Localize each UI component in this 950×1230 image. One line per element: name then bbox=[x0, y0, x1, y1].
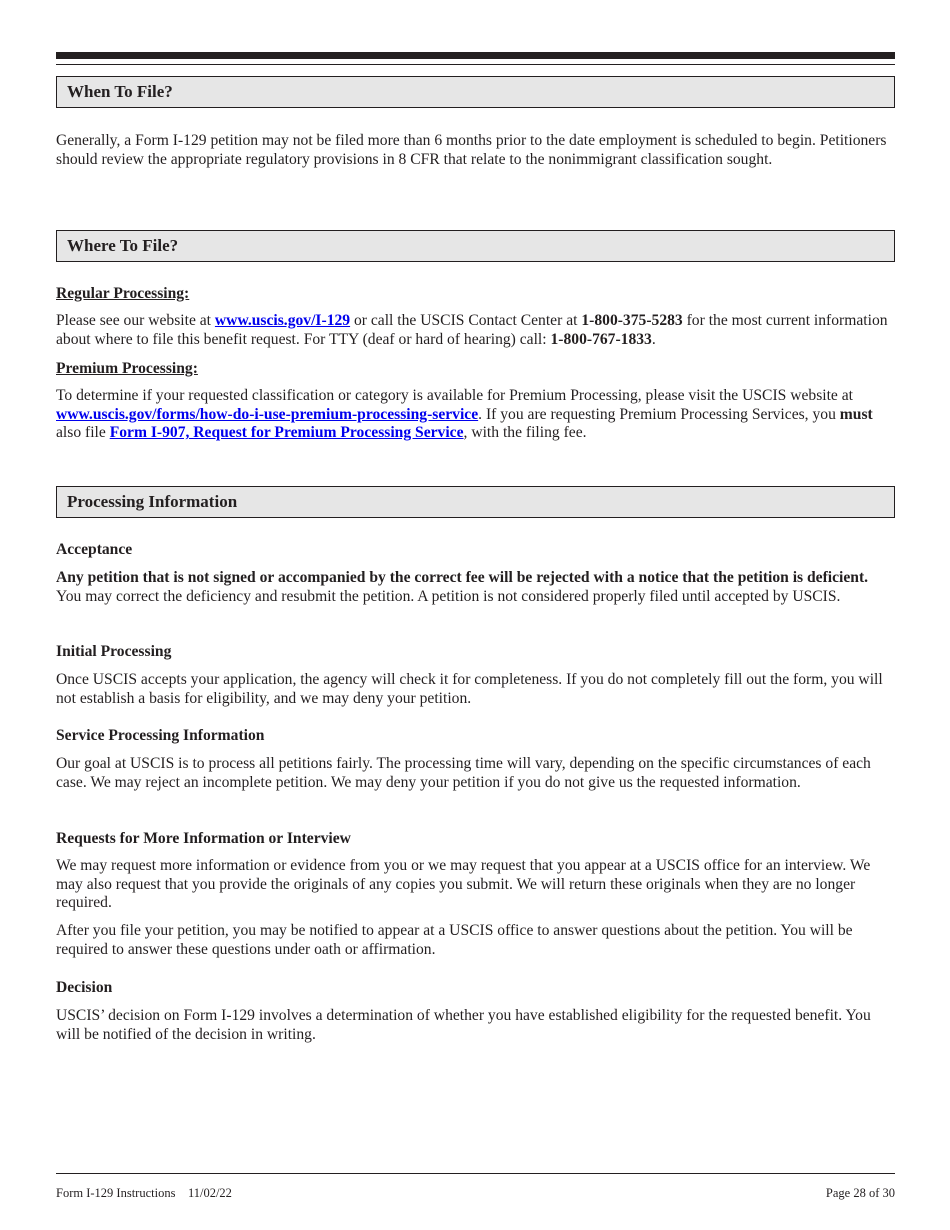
footer-rule bbox=[56, 1173, 895, 1174]
footer-date: 11/02/22 bbox=[187, 1186, 232, 1200]
premium-processing-heading: Premium Processing: bbox=[56, 360, 198, 377]
initial-processing-body: Once USCIS accepts your application, the agency will check it for completeness. If you do not completely fill out the form, you will not establish a basis for eligibility, and we may deny your petition. bbox=[56, 671, 883, 707]
form-i907-link[interactable]: Form I-907, Request for Premium Processing Service bbox=[109, 424, 464, 442]
uscis-i129-link[interactable]: www.uscis.gov/I-129 bbox=[214, 312, 351, 329]
decision-body: USCIS’ decision on Form I-129 involves a determination of whether you have established eligibility for the requested benefit. You will be notified of the decision in writing. bbox=[56, 1007, 871, 1043]
regular-processing-body: Please see our website at www.uscis.gov/I-129 or call the USCIS Contact Center at 1-800-375-5283 for the most current information about where to file this benefit request. For TTY (deaf or hard of hearing) call: 1-800-767-1833. bbox=[56, 312, 888, 348]
requests-heading: Requests for More Information or Interview bbox=[56, 830, 351, 847]
top-rule-thick bbox=[56, 52, 895, 59]
acceptance-body: Any petition that is not signed or accompanied by the correct fee will be rejected with a notice that the petition is deficient. You may correct the deficiency and resubmit the petition. A petition is not considered properly filed until accepted by USCIS. bbox=[56, 569, 869, 605]
section-title: Processing Information bbox=[67, 492, 238, 511]
requests-body-2: After you file your petition, you may be notified to appear at a USCIS office to answer questions about the petition. You will be required to answer these questions under oath or affirmation. bbox=[56, 922, 853, 958]
footer-page-number: Page 28 of 30 bbox=[825, 1186, 895, 1200]
section-header-where-to-file bbox=[56, 230, 895, 262]
tty-phone: 1-800-767-1833 bbox=[550, 330, 652, 348]
initial-processing-heading: Initial Processing bbox=[56, 643, 172, 660]
service-processing-heading: Service Processing Information bbox=[56, 727, 265, 744]
premium-processing-body: To determine if your requested classification or category is available for Premium Processing, please visit the USCIS website at www.uscis.gov/forms/how-do-i-use-premium-processing-service. If you are requesting Premium Processing Services, you must also file Form I-907, Request for Premium Processing Service, with the filing fee. bbox=[56, 387, 873, 442]
requests-body-1: We may request more information or evidence from you or we may request that you appear at a USCIS office for an interview. We may also request that you provide the originals of any copies you submit. We will return these originals when they are no longer required. bbox=[56, 857, 871, 912]
top-rule-thin bbox=[56, 64, 895, 65]
section-header-processing-information bbox=[56, 486, 895, 518]
section-title: Where To File? bbox=[67, 236, 179, 255]
footer-form-info bbox=[56, 1186, 232, 1201]
service-processing-body: Our goal at USCIS is to process all petitions fairly. The processing time will vary, depending on the specific circumstances of each case. We may reject an incomplete petition. We may deny your petition if you do not give us the requested information. bbox=[56, 755, 871, 791]
regular-processing-heading: Regular Processing: bbox=[56, 285, 190, 302]
premium-processing-link[interactable]: www.uscis.gov/forms/how-do-i-use-premium-processing-service bbox=[56, 405, 479, 423]
section-header-when-to-file bbox=[56, 76, 895, 108]
acceptance-heading: Acceptance bbox=[56, 541, 133, 558]
section-title: When To File? bbox=[67, 82, 173, 101]
contact-center-phone: 1-800-375-5283 bbox=[581, 312, 683, 329]
when-to-file-body: Generally, a Form I-129 petition may not be filed more than 6 months prior to the date employment is scheduled to begin. Petitioners should review the appropriate regulatory provisions in 8 CFR that relate to the nonimmigrant classification sought. bbox=[56, 132, 887, 168]
decision-heading: Decision bbox=[56, 979, 113, 996]
footer-form-name: Form I-129 Instructions bbox=[56, 1186, 176, 1200]
